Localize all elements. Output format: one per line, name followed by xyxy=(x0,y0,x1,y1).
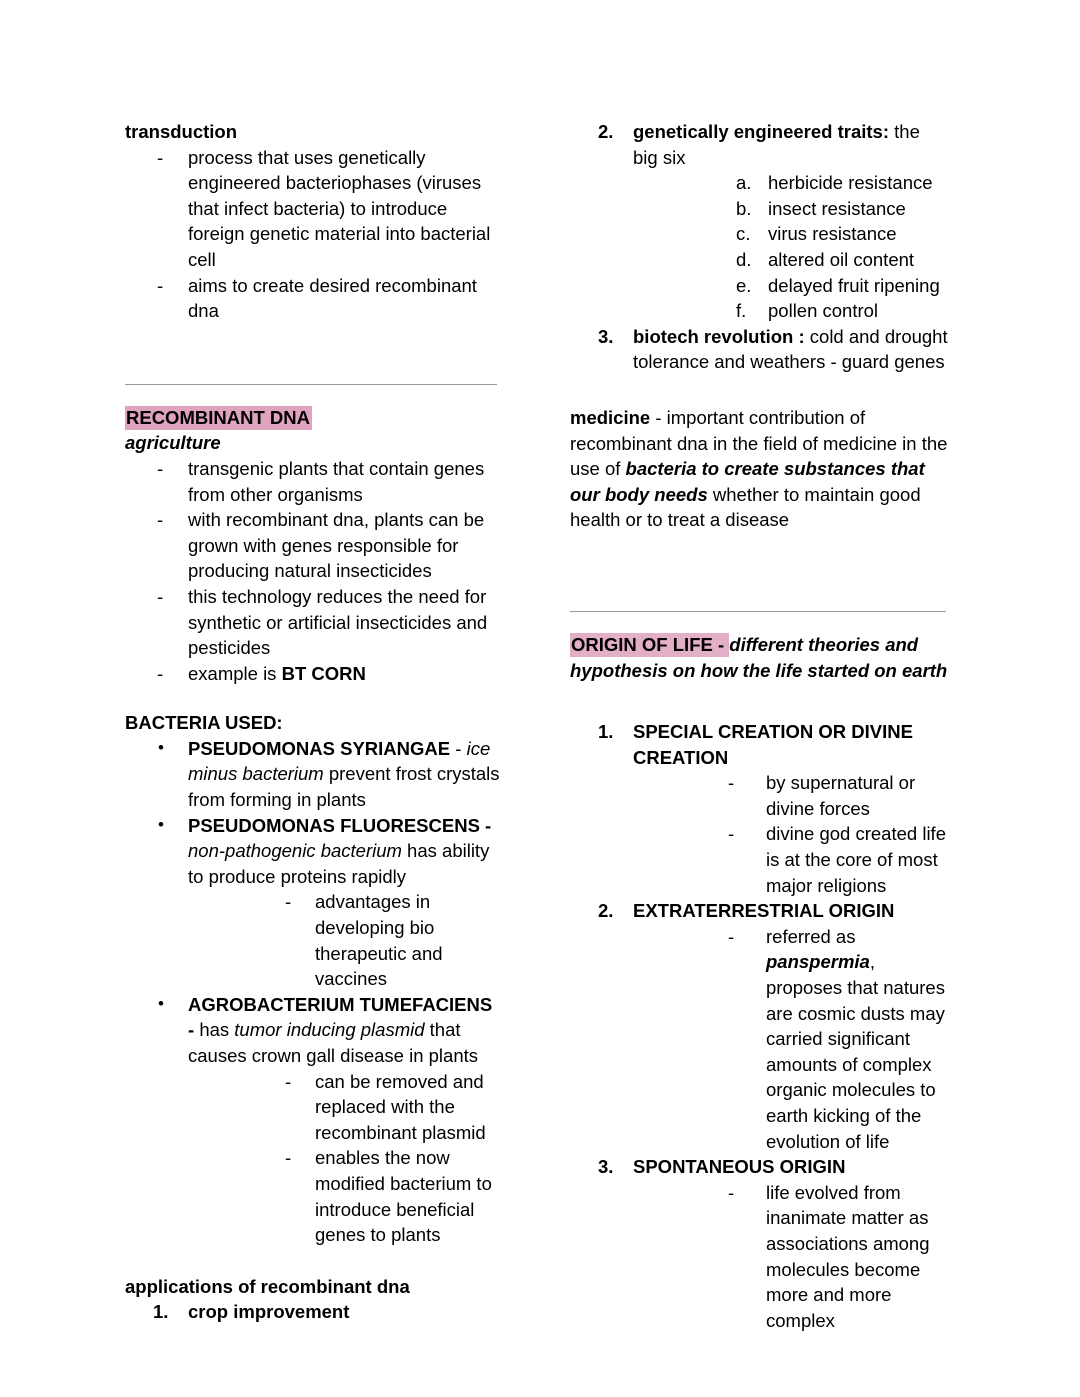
item-rest: cold and drought tolerance and weathers - guard genes xyxy=(633,325,948,373)
spacer xyxy=(125,686,503,710)
theory-title: EXTRATERRESTRIAL ORIGIN xyxy=(633,900,895,922)
spacer xyxy=(570,375,948,405)
list-item-example xyxy=(125,661,503,687)
bacteria-italic: tumor inducing plasmid xyxy=(234,1019,425,1041)
list-item xyxy=(633,221,948,247)
spacer xyxy=(570,683,948,719)
list-marker: c. xyxy=(736,223,751,245)
big-six-list xyxy=(633,170,948,324)
list-item xyxy=(633,273,948,299)
list-marker: f. xyxy=(736,300,747,322)
plain-lead: has xyxy=(199,1019,235,1041)
item-rest: the big six xyxy=(633,121,920,168)
list-item: - this technology reduces the need for synthetic or artificial insecticides and pesticides xyxy=(125,584,503,661)
list-item-bacteria xyxy=(125,992,503,1248)
list-item-theory xyxy=(570,898,948,1154)
list-marker: 2. xyxy=(598,900,614,922)
spacer xyxy=(570,612,948,632)
medicine-emphasis: bacteria to create substances that our body needs xyxy=(570,458,925,505)
separator: - xyxy=(450,737,467,759)
list-item-application xyxy=(125,1299,503,1325)
separator: - xyxy=(650,406,667,428)
theory-title: SPECIAL CREATION OR DIVINE CREATION xyxy=(633,721,913,768)
bacteria-rest: has ability to produce proteins rapidly xyxy=(188,840,490,887)
list-item-label: virus resistance xyxy=(768,223,897,245)
list-item-label: herbicide resistance xyxy=(768,172,933,194)
list-item: - advantages in developing bio therapeutic and vaccines xyxy=(188,889,503,991)
agriculture-bullet-list xyxy=(125,456,503,686)
applications-continued-list xyxy=(570,119,948,375)
list-item-label: insect resistance xyxy=(768,197,906,219)
origin-subtitle: different theories and hypothesis on how the life started on earth xyxy=(570,633,948,681)
heading-recombinant-dna xyxy=(125,405,503,431)
list-item-application xyxy=(570,119,948,324)
list-item: - transgenic plants that contain genes from other organisms xyxy=(125,456,503,507)
list-item-theory xyxy=(570,1154,948,1333)
list-marker: 2. xyxy=(598,121,614,142)
list-item xyxy=(633,247,948,273)
transduction-bullet-list xyxy=(125,145,503,324)
bacteria-italic: ice minus bacterium xyxy=(188,737,491,785)
origin-theories-list xyxy=(570,719,948,1333)
subheading-agriculture: agriculture xyxy=(125,432,221,454)
separator: - xyxy=(188,1019,200,1041)
list-item-bacteria xyxy=(125,736,503,813)
example-bold: BT CORN xyxy=(281,662,366,684)
medicine-text-2: whether to maintain good health or to treat a disease xyxy=(570,483,921,531)
list-item: - divine god created life is at the core of most major religions xyxy=(633,821,948,898)
bacteria-sub-list xyxy=(188,1069,503,1248)
theory-points-list xyxy=(633,924,948,1154)
point-italic: panspermia xyxy=(766,951,870,973)
item-bold-label: genetically engineered traits: xyxy=(633,121,890,142)
point-tail: , proposes that natures are cosmic dusts may carried significant amounts of complex organic molecules to earth kicking of the evolution of life xyxy=(766,951,945,1152)
theory-points-list xyxy=(633,1180,948,1334)
list-item: - life evolved from inanimate matter as associations among molecules become more and more complex xyxy=(633,1180,948,1334)
list-marker: e. xyxy=(736,274,752,296)
list-item: - enables the now modified bacterium to introduce beneficial genes to plants xyxy=(188,1145,503,1247)
list-marker: d. xyxy=(736,248,752,270)
applications-list xyxy=(125,1299,503,1325)
list-item-theory xyxy=(570,719,948,898)
list-marker: b. xyxy=(736,197,752,219)
item-bold-label: biotech revolution : xyxy=(633,325,805,347)
bacteria-rest: prevent frost crystals from forming in plants xyxy=(188,763,500,811)
list-marker: 1. xyxy=(598,721,614,743)
list-marker: 3. xyxy=(598,1156,614,1178)
medicine-label: medicine xyxy=(570,406,651,428)
heading-bacteria-used: BACTERIA USED: xyxy=(125,712,283,734)
separator: - xyxy=(479,814,492,836)
paragraph-medicine xyxy=(570,405,948,533)
bacteria-italic: non-pathogenic bacterium xyxy=(188,840,402,862)
list-item xyxy=(633,196,948,222)
two-column-layout xyxy=(125,119,970,1333)
list-marker: a. xyxy=(736,172,752,194)
highlight-recombinant-dna: RECOMBINANT DNA xyxy=(126,406,310,428)
example-prefix: example is xyxy=(188,662,282,684)
list-item-label: delayed fruit ripening xyxy=(768,274,940,296)
list-item xyxy=(633,298,948,324)
left-column xyxy=(125,119,503,1325)
bacteria-list xyxy=(125,736,503,1248)
list-item: - aims to create desired recombinant dna xyxy=(125,273,503,324)
theory-points-list xyxy=(633,770,948,898)
list-item: - by supernatural or divine forces xyxy=(633,770,948,821)
list-item: - with recombinant dna, plants can be grown with genes responsible for producing natural insecticides xyxy=(125,507,503,584)
spacer xyxy=(125,385,503,405)
heading-applications: applications of recombinant dna xyxy=(125,1275,410,1297)
heading-origin-of-life xyxy=(570,632,948,683)
heading-transduction: transduction xyxy=(125,121,238,142)
list-item-bacteria xyxy=(125,813,503,992)
list-item-label: crop improvement xyxy=(188,1301,350,1323)
bacteria-rest: that causes crown gall disease in plants xyxy=(188,1019,478,1066)
bacteria-sub-list xyxy=(188,889,503,991)
right-column xyxy=(570,119,948,1333)
point-lead: referred as xyxy=(766,925,856,947)
list-item xyxy=(633,924,948,1154)
bacteria-name: PSEUDOMONAS SYRIANGAE xyxy=(188,737,451,759)
highlight-origin-of-life: ORIGIN OF LIFE - xyxy=(571,633,730,655)
spacer xyxy=(125,324,503,384)
list-item: - can be removed and replaced with the recombinant plasmid xyxy=(188,1069,503,1146)
list-marker: 1. xyxy=(153,1301,169,1323)
spacer xyxy=(125,1248,503,1274)
list-item xyxy=(633,170,948,196)
list-item-label: pollen control xyxy=(768,300,879,322)
spacer xyxy=(570,533,948,611)
list-item: - process that uses genetically engineered bacteriophases (viruses that infect bacteria) to introduce foreign genetic material into bacterial cell xyxy=(125,145,503,273)
list-item-label: altered oil content xyxy=(768,248,915,270)
bacteria-name: AGROBACTERIUM TUMEFACIENS xyxy=(188,993,493,1015)
theory-title: SPONTANEOUS ORIGIN xyxy=(633,1156,846,1178)
medicine-text-1: important contribution of recombinant dna in the field of medicine in the use of xyxy=(570,406,948,480)
bacteria-name: PSEUDOMONAS FLUORESCENS xyxy=(188,814,480,836)
list-item-application xyxy=(570,324,948,375)
list-marker: 3. xyxy=(598,325,614,347)
